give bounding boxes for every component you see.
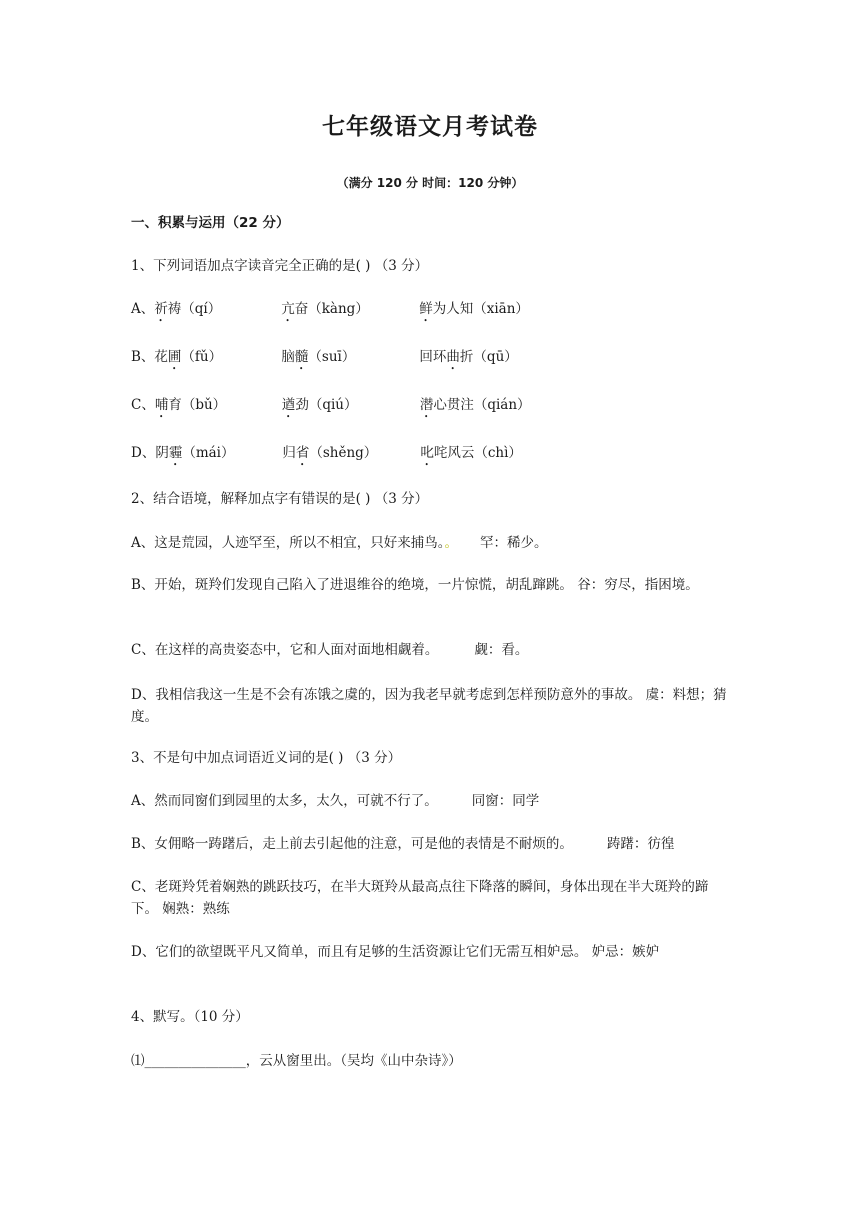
option-word-1: 哺育（bǔ） — [154, 397, 227, 413]
item-text: ，云从窗里出。（吴均《山中杂诗》） — [245, 1053, 462, 1069]
option-word-2: 归省（shěng） — [282, 445, 378, 461]
q3-option-d: D、它们的欲望既平凡又简单，而且有足够的生活资源让它们无需互相妒忌。 妒忌：嫉妒 — [131, 944, 660, 960]
q3-option-a-note: 同窗：同学 — [471, 793, 540, 809]
option-word-3: 鲜为人知（xiān） — [419, 301, 529, 317]
question-4-stem: 4、默写。（10 分） — [131, 1009, 249, 1025]
q2-option-a-note: 罕：稀少。 — [480, 535, 548, 551]
option-word-3: 回环曲折（qū） — [419, 349, 518, 365]
page-title: 七年级语文月考试卷 — [322, 114, 538, 140]
exam-score-time: （满分 120 分 时间：120 分钟） — [336, 176, 524, 190]
q2-option-c-note: 觑：看。 — [474, 642, 529, 658]
question-3-stem: 3、不是句中加点词语近义词的是( ) （3 分） — [131, 750, 402, 766]
section-heading: 一、积累与运用（22 分） — [131, 215, 290, 231]
q3-option-a: A、然而同窗们到园里的太多，太久，可就不行了。 同窗：同学 — [131, 793, 540, 809]
q3-option-c: C、老斑羚凭着娴熟的跳跃技巧，在半大斑羚从最高点往下降落的瞬间，身体出现在半大斑羚的蹄下。 娴熟：熟练 — [131, 879, 709, 917]
q1-option-d — [131, 442, 731, 469]
option-label: A、 — [131, 301, 155, 317]
stray-mark: 。 — [444, 535, 458, 551]
q2-option-c: C、在这样的高贵姿态中，它和人面对面地相觑着。 觑：看。 — [131, 642, 529, 658]
option-word-3: 潜心贯注（qián） — [419, 397, 531, 413]
q1-option-b — [131, 346, 731, 373]
option-label: D、 — [131, 445, 156, 461]
option-label: B、 — [131, 349, 155, 365]
option-word-3: 叱咤风云（chì） — [420, 445, 522, 461]
q3-option-b: B、女佣略一踌躇后，走上前去引起他的注意，可是他的表情是不耐烦的。 踌躇：彷徨 — [131, 836, 675, 852]
fill-blank: _______________ — [144, 1053, 246, 1069]
option-word-2: 遒劲（qiú） — [281, 397, 358, 413]
q2-option-b: B、开始，斑羚们发现自己陷入了进退维谷的绝境，一片惊慌，胡乱蹿跳。 谷：穷尽，指困境。 — [131, 577, 699, 593]
q4-item-1 — [131, 1050, 731, 1072]
question-2-stem: 2、结合语境，解释加点字有错误的是( ) （3 分） — [131, 491, 429, 507]
option-word-1: 祈祷（qí） — [154, 301, 222, 317]
q1-option-a — [131, 298, 731, 325]
q2-option-d: D、我相信我这一生是不会有冻饿之虞的，因为我老早就考虑到怎样预防意外的事故。 虞：料想；猜度。 — [131, 687, 727, 725]
q1-option-c — [131, 394, 731, 421]
option-word-2: 亢奋（kàng） — [281, 301, 369, 317]
q2-option-a: A、这是荒园，人迹罕至，所以不相宜，只好来捕鸟。。 罕：稀少。 — [131, 535, 548, 551]
option-word-1: 花圃（fǔ） — [154, 349, 223, 365]
q3-option-b-note: 踌躇：彷徨 — [606, 836, 675, 852]
option-word-1: 阴霾（mái） — [155, 445, 235, 461]
question-1-stem: 1、下列词语加点字读音完全正确的是( ) （3 分） — [131, 258, 429, 274]
option-word-2: 脑髓（suī） — [281, 349, 356, 365]
item-number: ⑴ — [131, 1053, 145, 1069]
option-label: C、 — [131, 397, 155, 413]
